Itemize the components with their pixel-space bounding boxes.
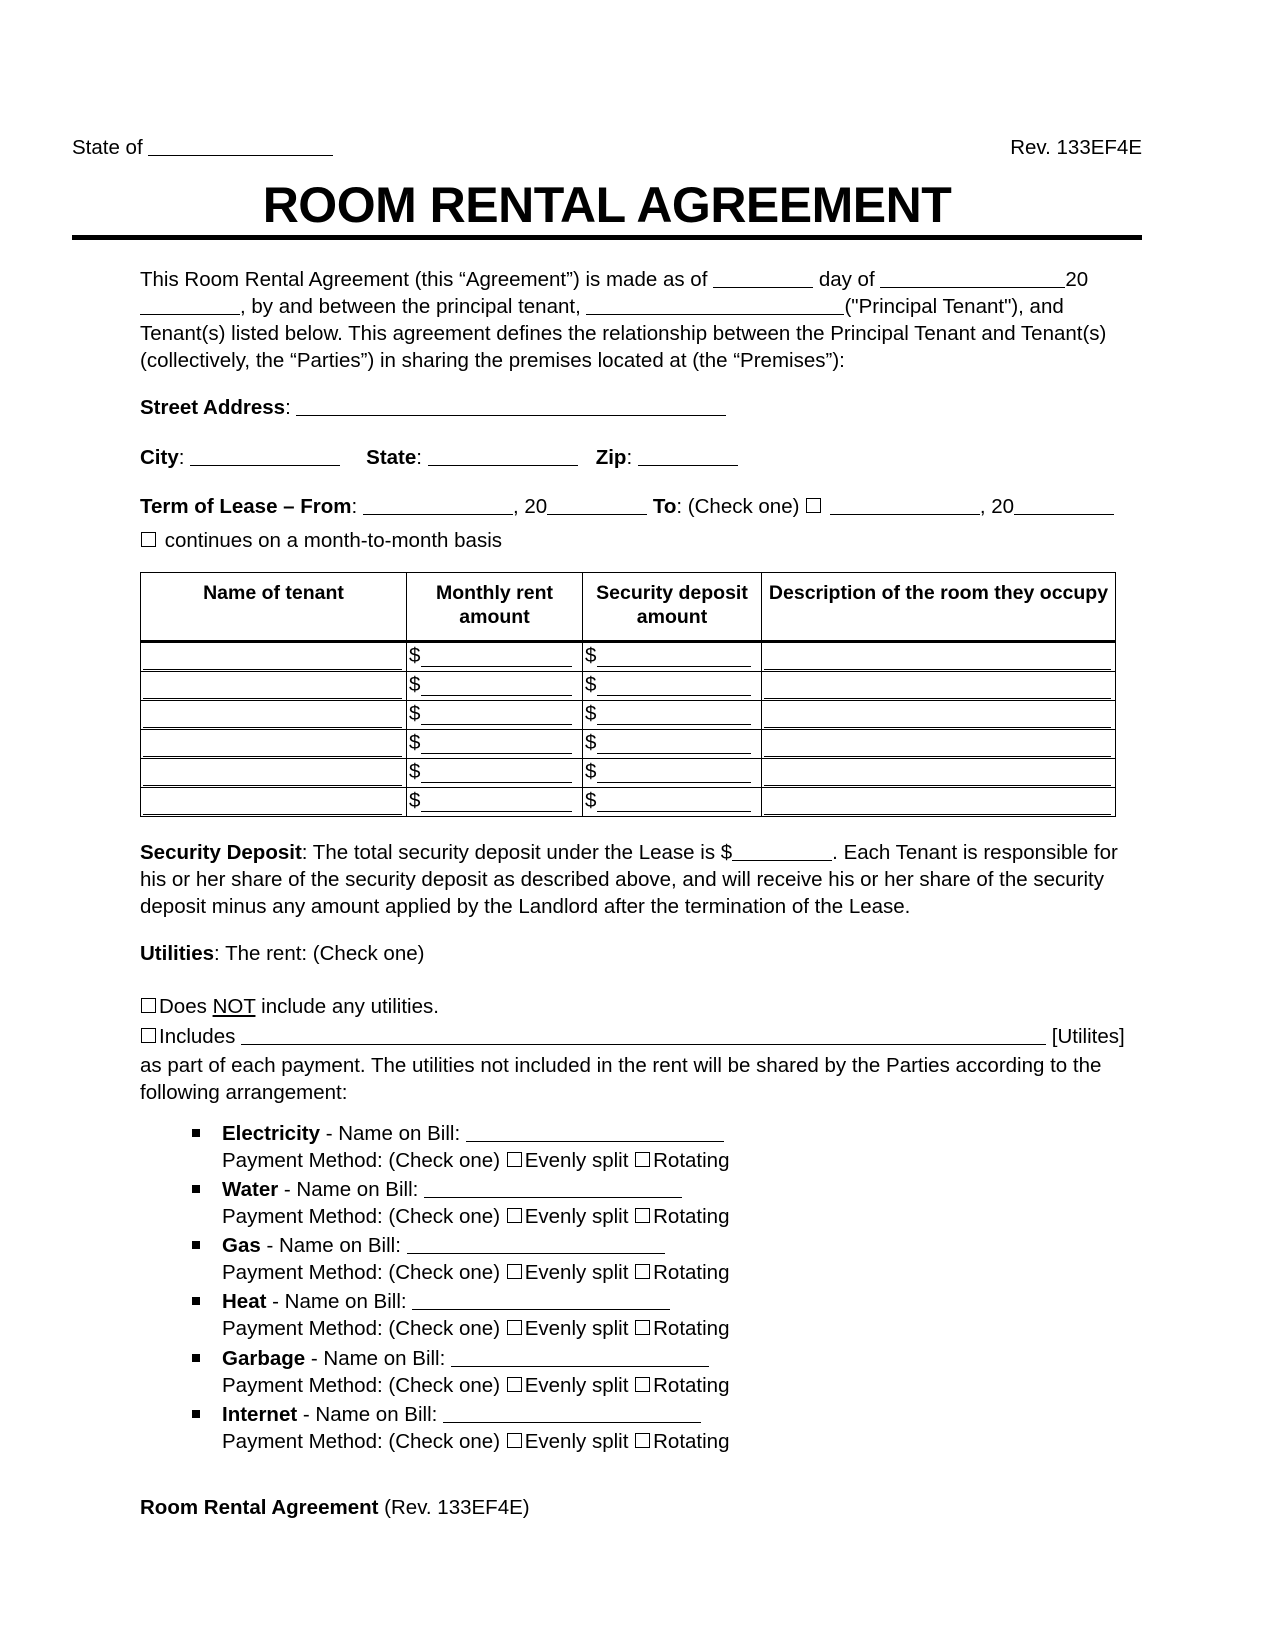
rotating-label: Rotating xyxy=(653,1373,730,1397)
zip-blank[interactable] xyxy=(638,446,738,466)
currency-symbol: $ xyxy=(585,789,597,813)
rotating-label: Rotating xyxy=(653,1205,730,1229)
payment-method-label: Payment Method: (Check one) xyxy=(222,1261,501,1285)
title-divider xyxy=(72,235,1142,240)
utilities-intro-text: : The rent: (Check one) xyxy=(214,942,425,966)
security-deposit-blank[interactable] xyxy=(597,794,751,812)
utilities-includes-checkbox[interactable] xyxy=(141,1028,156,1043)
document-header-row xyxy=(72,136,1142,161)
tenant-name-cell[interactable] xyxy=(141,758,407,787)
rotating-label: Rotating xyxy=(653,1261,730,1285)
square-bullet-icon xyxy=(192,1354,200,1362)
payment-method-label: Payment Method: (Check one) xyxy=(222,1149,501,1173)
rotating-checkbox[interactable] xyxy=(635,1152,650,1167)
rotating-checkbox[interactable] xyxy=(635,1208,650,1223)
month-to-month-label: continues on a month-to-month basis xyxy=(164,528,503,552)
evenly-split-label: Evenly split xyxy=(524,1261,629,1285)
intro-text-a: This Room Rental Agreement (this “Agreement”) is made as of xyxy=(140,268,708,292)
tenant-name-blank[interactable] xyxy=(143,648,402,670)
state-label: State xyxy=(366,445,417,469)
term-of-lease-label: Term of Lease – From xyxy=(140,495,352,519)
payment-method-row xyxy=(222,1259,1134,1286)
document-body xyxy=(72,136,1142,1457)
column-header-security-deposit: Security deposit amount xyxy=(583,573,762,642)
name-on-bill-label: - Name on Bill: xyxy=(283,1178,419,1202)
security-deposit-text-b: . Each Tenant is responsible for his or her share of the security deposit as described above, and will receive his or her share of the security deposit minus any amount applied by the Landlord after the termination of the Lease. xyxy=(140,840,1118,919)
evenly-split-checkbox[interactable] xyxy=(507,1433,522,1448)
room-description-blank[interactable] xyxy=(764,648,1111,670)
room-description-blank[interactable] xyxy=(764,677,1111,699)
state-of-label: State of xyxy=(72,136,143,159)
evenly-split-checkbox[interactable] xyxy=(507,1152,522,1167)
principal-tenant-blank[interactable] xyxy=(586,295,844,315)
name-on-bill-blank[interactable] xyxy=(407,1234,665,1254)
security-deposit-paragraph xyxy=(140,839,1134,920)
evenly-split-checkbox[interactable] xyxy=(507,1377,522,1392)
evenly-split-label: Evenly split xyxy=(524,1149,629,1173)
utilities-not-text-c: include any utilities. xyxy=(255,995,439,1019)
monthly-rent-blank[interactable] xyxy=(421,649,572,667)
term-of-lease-row xyxy=(140,493,1134,520)
rotating-checkbox[interactable] xyxy=(635,1320,650,1335)
payment-method-row xyxy=(222,1315,1134,1342)
tenant-name-cell[interactable] xyxy=(141,787,407,816)
utility-name: Water xyxy=(222,1178,279,1202)
monthly-rent-cell[interactable] xyxy=(407,729,583,758)
monthly-rent-blank[interactable] xyxy=(421,707,572,725)
payment-method-label: Payment Method: (Check one) xyxy=(222,1373,501,1397)
street-colon: : xyxy=(285,396,291,420)
column-header-room-description: Description of the room they occupy xyxy=(762,573,1116,642)
list-item xyxy=(188,1232,1134,1286)
tenant-name-cell[interactable] xyxy=(141,729,407,758)
list-item xyxy=(188,1401,1134,1455)
evenly-split-label: Evenly split xyxy=(524,1429,629,1453)
tenant-name-blank[interactable] xyxy=(143,677,402,699)
state-blank[interactable] xyxy=(428,446,578,466)
column-header-monthly-rent: Monthly rent amount xyxy=(407,573,583,642)
list-item xyxy=(188,1288,1134,1342)
list-item xyxy=(188,1120,1134,1174)
monthly-rent-cell[interactable] xyxy=(407,671,583,700)
table-row xyxy=(141,787,1116,816)
utilities-not-text-a: Does xyxy=(159,995,213,1019)
day-blank[interactable] xyxy=(713,268,813,288)
security-deposit-cell[interactable] xyxy=(583,758,762,787)
footer-title: Room Rental Agreement xyxy=(140,1496,379,1519)
table-row xyxy=(141,729,1116,758)
term-to-label: To xyxy=(652,495,677,519)
room-description-cell[interactable] xyxy=(762,700,1116,729)
security-deposit-label: Security Deposit xyxy=(140,840,302,864)
currency-symbol: $ xyxy=(409,702,421,726)
utilities-after-text: as part of each payment. The utilities not included in the rent will be shared by the Parties according to the following arrangement: xyxy=(140,1054,1102,1105)
utility-name: Electricity xyxy=(222,1122,320,1146)
monthly-rent-blank[interactable] xyxy=(421,736,572,754)
rotating-label: Rotating xyxy=(653,1149,730,1173)
page-title: ROOM RENTAL AGREEMENT xyxy=(262,176,952,233)
room-description-blank[interactable] xyxy=(764,706,1111,728)
currency-symbol: $ xyxy=(585,644,597,668)
rotating-checkbox[interactable] xyxy=(635,1433,650,1448)
table-row xyxy=(141,671,1116,700)
tenant-name-blank[interactable] xyxy=(143,764,402,786)
square-bullet-icon xyxy=(192,1297,200,1305)
zip-colon: : xyxy=(626,445,633,469)
tenant-table xyxy=(140,572,1116,817)
term-to-checkbox[interactable] xyxy=(806,498,821,513)
currency-symbol: $ xyxy=(585,760,597,784)
security-deposit-total-blank[interactable] xyxy=(732,841,832,861)
payment-method-label: Payment Method: (Check one) xyxy=(222,1429,501,1453)
utilities-intro xyxy=(140,940,1134,967)
intro-text-d: , by and between the principal tenant, xyxy=(240,295,581,319)
zip-label: Zip xyxy=(595,445,627,469)
revision-top: Rev. 133EF4E xyxy=(1010,136,1142,159)
security-deposit-cell[interactable] xyxy=(583,729,762,758)
state-colon: : xyxy=(416,445,422,469)
term-check-one-label: (Check one) xyxy=(687,495,800,519)
room-description-cell[interactable] xyxy=(762,758,1116,787)
term-to-blank[interactable] xyxy=(830,495,980,515)
utilities-option-includes-row xyxy=(140,1023,1134,1050)
footer-revision: (Rev. 133EF4E) xyxy=(384,1496,530,1519)
monthly-rent-cell[interactable] xyxy=(407,787,583,816)
payment-method-row xyxy=(222,1372,1134,1399)
name-on-bill-label: - Name on Bill: xyxy=(266,1234,401,1258)
utility-name: Heat xyxy=(222,1290,267,1314)
payment-method-row xyxy=(222,1147,1134,1174)
room-description-blank[interactable] xyxy=(764,735,1111,757)
monthly-rent-blank[interactable] xyxy=(421,765,572,783)
evenly-split-label: Evenly split xyxy=(524,1373,629,1397)
security-deposit-cell[interactable] xyxy=(583,641,762,671)
currency-symbol: $ xyxy=(409,731,421,755)
tenant-table-body xyxy=(141,641,1116,816)
utility-name: Gas xyxy=(222,1234,261,1258)
column-header-name: Name of tenant xyxy=(141,573,407,642)
intro-paragraph xyxy=(140,266,1134,374)
utilities-tag: [Utilites] xyxy=(1051,1024,1125,1048)
month-to-month-checkbox[interactable] xyxy=(141,532,156,547)
currency-symbol: $ xyxy=(585,673,597,697)
page-footer xyxy=(140,1496,530,1521)
room-description-blank[interactable] xyxy=(764,764,1111,786)
city-label: City xyxy=(140,445,179,469)
list-item xyxy=(188,1345,1134,1399)
payment-method-row xyxy=(222,1428,1134,1455)
utilities-not-emphasis: NOT xyxy=(212,995,256,1019)
security-deposit-blank[interactable] xyxy=(597,765,751,783)
list-item xyxy=(188,1176,1134,1230)
intro-text-e: ("Principal Tenant"), and Tenant(s) listed below. This agreement defines the relationship between the Principal Tenant and Tenant(s) (collectively, the “Parties”) in sharing the premises located at (the “Premises”): xyxy=(140,295,1107,373)
city-state-zip-row xyxy=(140,444,1134,471)
name-on-bill-blank[interactable] xyxy=(412,1291,670,1311)
utilities-includes-blank[interactable] xyxy=(241,1025,1046,1045)
currency-symbol: $ xyxy=(409,673,421,697)
utilities-list xyxy=(140,1120,1134,1455)
room-description-cell[interactable] xyxy=(762,671,1116,700)
year-blank[interactable] xyxy=(140,295,240,315)
term-to-year-blank[interactable] xyxy=(1014,495,1114,515)
tenant-name-blank[interactable] xyxy=(143,735,402,757)
monthly-rent-cell[interactable] xyxy=(407,641,583,671)
square-bullet-icon xyxy=(192,1241,200,1249)
name-on-bill-blank[interactable] xyxy=(466,1122,724,1142)
state-of-field xyxy=(72,136,333,161)
tenant-name-cell[interactable] xyxy=(141,641,407,671)
currency-symbol: $ xyxy=(409,760,421,784)
security-deposit-text-a: : The total security deposit under the Lease is $ xyxy=(301,840,733,864)
security-deposit-cell[interactable] xyxy=(583,787,762,816)
street-address-blank[interactable] xyxy=(296,396,726,416)
security-deposit-blank[interactable] xyxy=(597,736,751,754)
currency-symbol: $ xyxy=(585,702,597,726)
city-colon: : xyxy=(178,445,185,469)
utilities-includes-label: Includes xyxy=(159,1024,236,1048)
room-description-cell[interactable] xyxy=(762,641,1116,671)
evenly-split-label: Evenly split xyxy=(524,1317,629,1341)
term-to-colon: : xyxy=(676,495,683,519)
rotating-label: Rotating xyxy=(653,1429,730,1453)
evenly-split-checkbox[interactable] xyxy=(507,1320,522,1335)
monthly-rent-blank[interactable] xyxy=(421,794,572,812)
room-description-cell[interactable] xyxy=(762,729,1116,758)
security-deposit-cell[interactable] xyxy=(583,671,762,700)
rotating-checkbox[interactable] xyxy=(635,1264,650,1279)
tenant-table-header-row xyxy=(141,573,1116,642)
tenant-table-head xyxy=(141,573,1116,642)
evenly-split-checkbox[interactable] xyxy=(507,1264,522,1279)
tenant-name-cell[interactable] xyxy=(141,671,407,700)
term-from-year-blank[interactable] xyxy=(547,495,647,515)
tenant-name-cell[interactable] xyxy=(141,700,407,729)
utilities-not-included-checkbox[interactable] xyxy=(141,998,156,1013)
security-deposit-cell[interactable] xyxy=(583,700,762,729)
currency-symbol: $ xyxy=(409,789,421,813)
evenly-split-checkbox[interactable] xyxy=(507,1208,522,1223)
rotating-label: Rotating xyxy=(653,1317,730,1341)
utility-name: Garbage xyxy=(222,1346,306,1370)
security-deposit-blank[interactable] xyxy=(597,649,751,667)
city-blank[interactable] xyxy=(190,446,340,466)
payment-method-row xyxy=(222,1203,1134,1230)
intro-text-b: day of xyxy=(818,268,875,292)
name-on-bill-label: - Name on Bill: xyxy=(325,1122,461,1146)
square-bullet-icon xyxy=(192,1410,200,1418)
utilities-label: Utilities xyxy=(140,942,215,966)
month-to-month-row xyxy=(140,527,1134,554)
security-deposit-blank[interactable] xyxy=(597,707,751,725)
name-on-bill-label: - Name on Bill: xyxy=(302,1402,438,1426)
table-row xyxy=(141,758,1116,787)
monthly-rent-cell[interactable] xyxy=(407,700,583,729)
room-description-blank[interactable] xyxy=(764,793,1111,815)
utilities-option-not-row xyxy=(140,993,1134,1020)
name-on-bill-blank[interactable] xyxy=(443,1403,701,1423)
name-on-bill-label: - Name on Bill: xyxy=(272,1290,407,1314)
square-bullet-icon xyxy=(192,1185,200,1193)
room-description-cell[interactable] xyxy=(762,787,1116,816)
term-colon: : xyxy=(351,495,358,519)
security-deposit-blank[interactable] xyxy=(597,678,751,696)
month-blank[interactable] xyxy=(880,268,1065,288)
square-bullet-icon xyxy=(192,1129,200,1137)
utility-name: Internet xyxy=(222,1402,298,1426)
tenant-name-blank[interactable] xyxy=(143,706,402,728)
term-from-blank[interactable] xyxy=(363,495,513,515)
table-row xyxy=(141,641,1116,671)
street-address-label: Street Address xyxy=(140,396,286,420)
street-address-row xyxy=(140,394,1134,421)
currency-symbol: $ xyxy=(409,644,421,668)
monthly-rent-blank[interactable] xyxy=(421,678,572,696)
name-on-bill-label: - Name on Bill: xyxy=(310,1346,446,1370)
monthly-rent-cell[interactable] xyxy=(407,758,583,787)
table-row xyxy=(141,700,1116,729)
intro-text-c: 20 xyxy=(1065,268,1089,292)
term-year-prefix-2: , 20 xyxy=(979,495,1015,519)
name-on-bill-blank[interactable] xyxy=(451,1347,709,1367)
name-on-bill-blank[interactable] xyxy=(424,1178,682,1198)
state-of-blank[interactable] xyxy=(148,136,333,156)
document-content xyxy=(72,266,1142,1455)
currency-symbol: $ xyxy=(585,731,597,755)
term-year-prefix-1: , 20 xyxy=(512,495,548,519)
rotating-checkbox[interactable] xyxy=(635,1377,650,1392)
payment-method-label: Payment Method: (Check one) xyxy=(222,1317,501,1341)
tenant-name-blank[interactable] xyxy=(143,793,402,815)
evenly-split-label: Evenly split xyxy=(524,1205,629,1229)
payment-method-label: Payment Method: (Check one) xyxy=(222,1205,501,1229)
